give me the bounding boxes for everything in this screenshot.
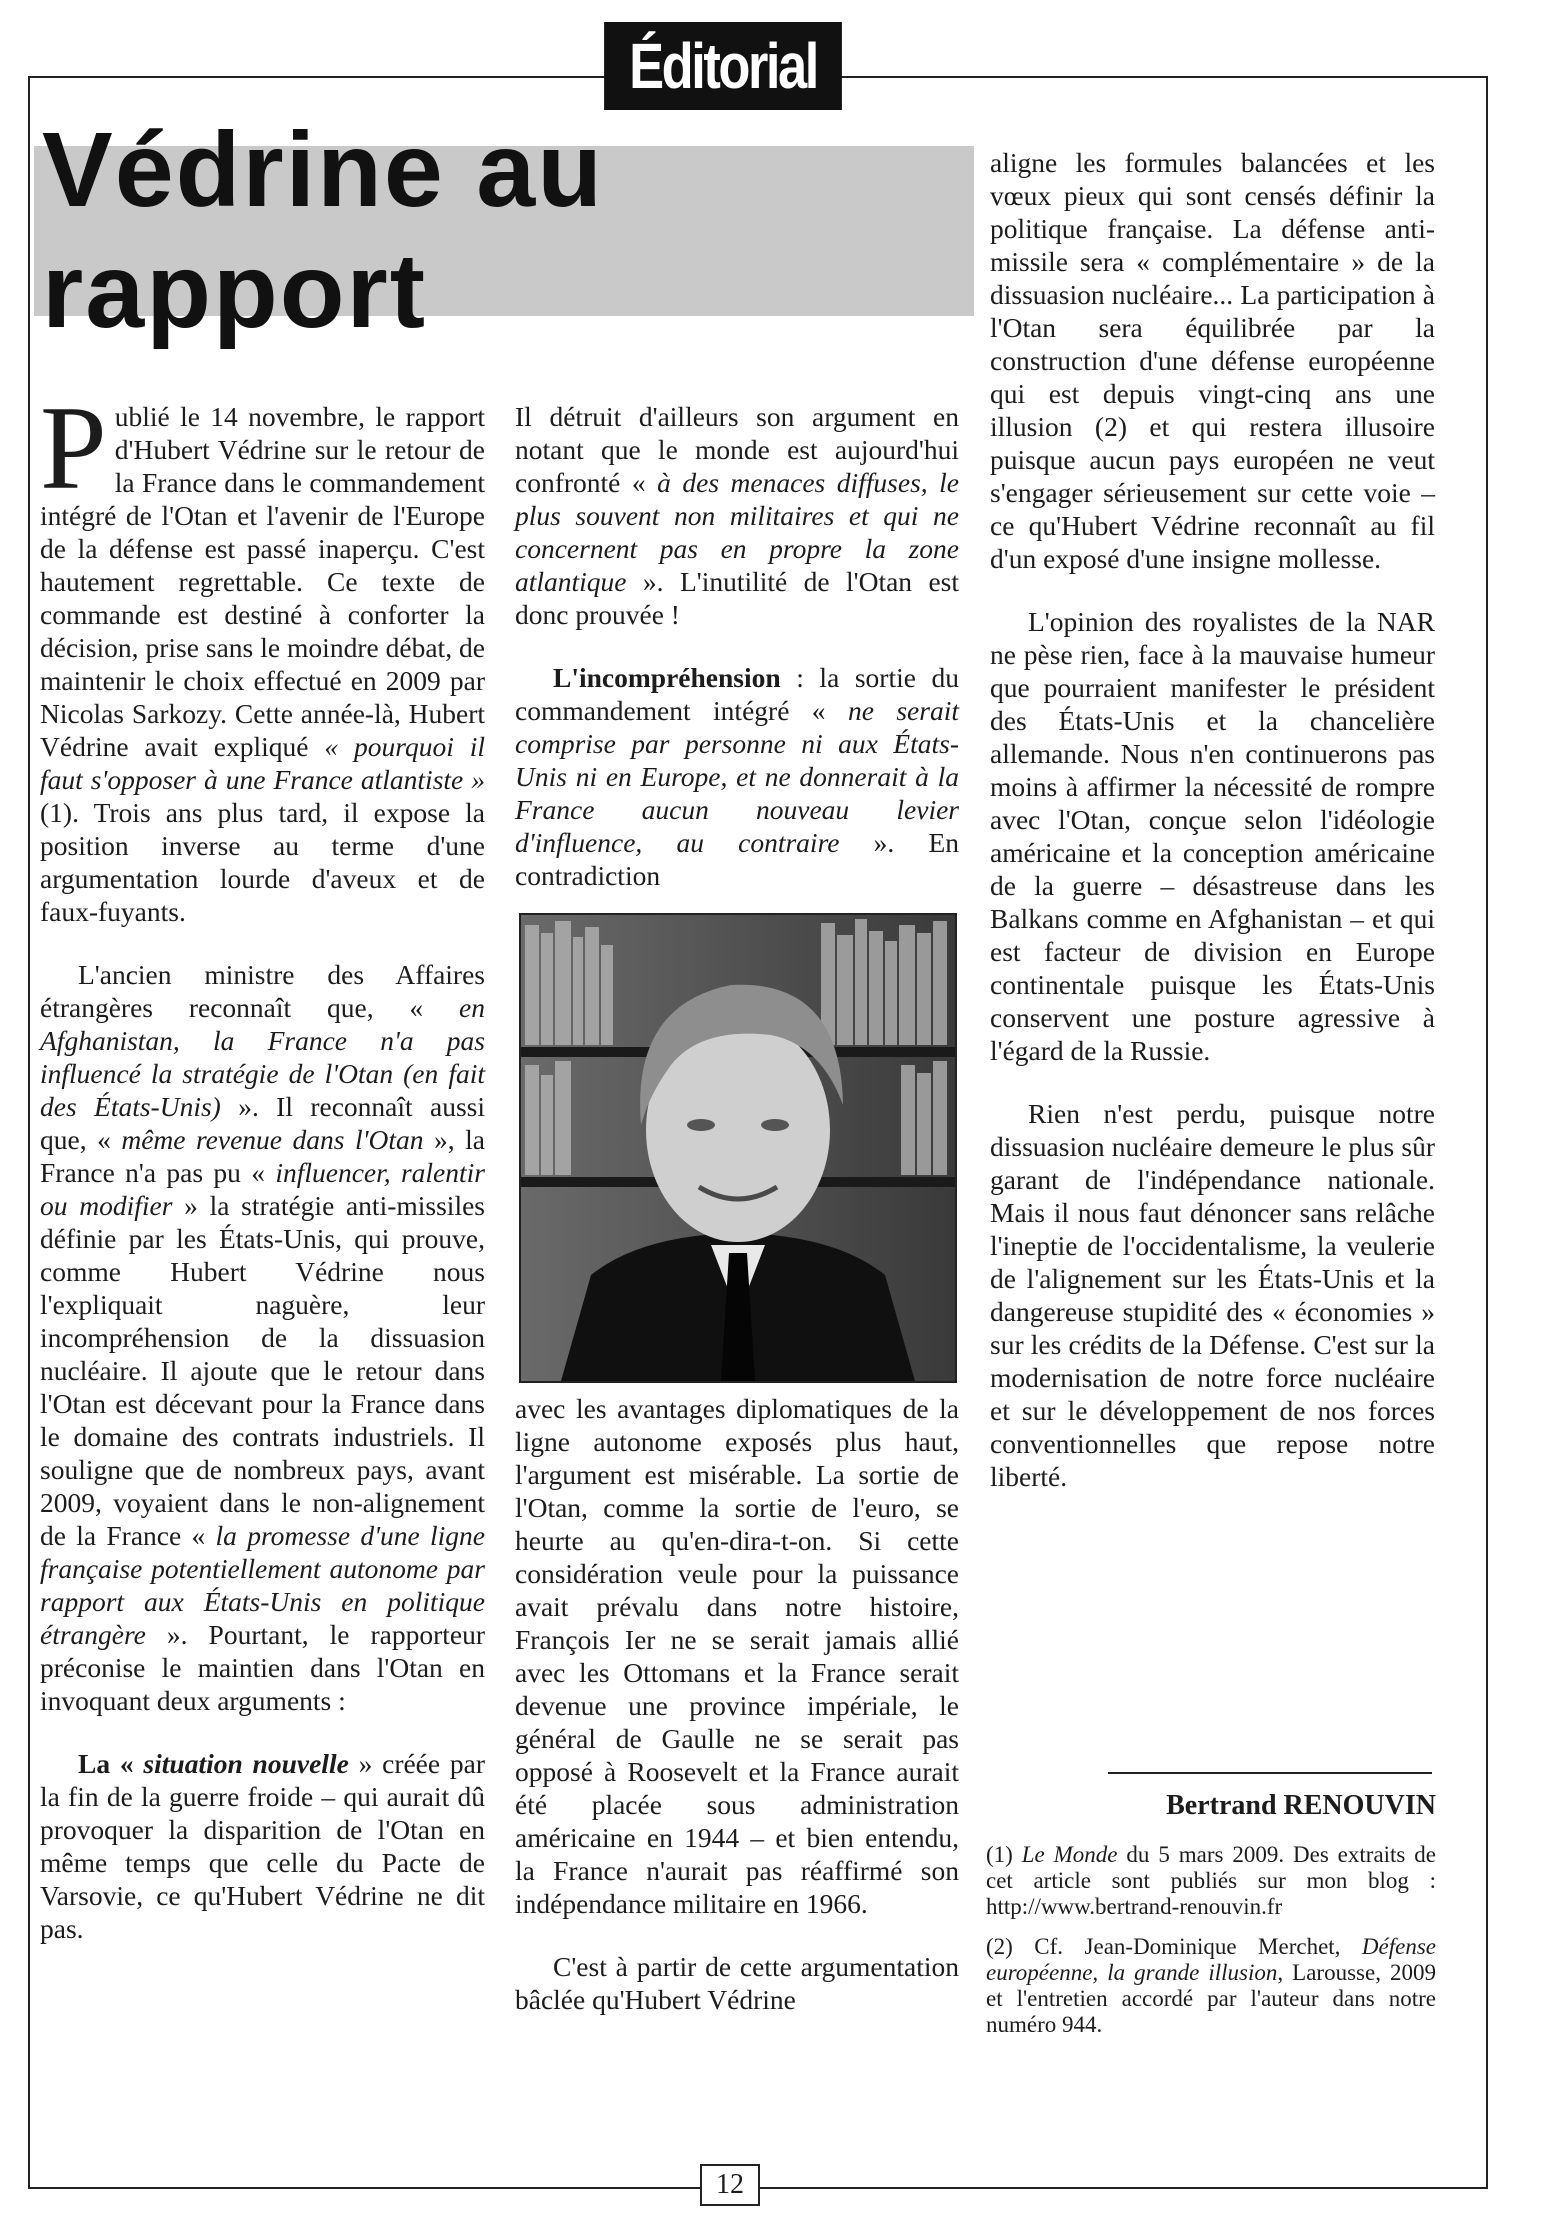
footnote-1 <box>986 1842 1436 1920</box>
text: (2) Cf. Jean-Dominique Merchet, <box>986 1934 1362 1959</box>
text: du 5 mars 2009. Des extraits de cet article sont publiés sur mon blog : http://www.bertrand-renouvin.fr <box>986 1842 1436 1919</box>
text: : la sortie du commandement intégré « <box>515 662 959 726</box>
paragraph <box>40 381 485 928</box>
quote: en Afghanistan, la France n'a pas influencé la stratégie de l'Otan (en fait des États-Unis) <box>40 992 485 1122</box>
author-rule <box>1108 1772 1432 1774</box>
quote: à des menaces diffuses, le plus souvent non militaires et qui ne concernent pas en propre la zone atlantique <box>515 467 960 597</box>
paragraph <box>40 1747 485 1945</box>
text: , Larousse, 2009 et l'entretien accordé par l'auteur dans notre numéro 944. <box>986 1960 1436 2037</box>
paragraph: C'est à partir de cette argumentation bâclée qu'Hubert Védrine <box>515 1951 959 2015</box>
section-label: Éditorial <box>604 22 842 110</box>
footnote-2 <box>986 1934 1436 2038</box>
quote: situation nouvelle <box>143 1748 349 1779</box>
text: ». Il reconnaît aussi que, « <box>40 1091 485 1155</box>
quote: même revenue dans l'Otan <box>121 1124 424 1155</box>
column-3 <box>990 146 1435 1523</box>
author-photo <box>519 913 957 1383</box>
text: ublié le 14 novembre, le rapport d'Hubert Védrine sur le retour de la France dans le commandement intégré de l'Otan et l'avenir de l'Europe de la défense est passé inaperçu. C'est hautement regrettable. Ce texte de commande est destiné à conforter la décision, prise sans le moindre débat, de maintenir le choix effectué en 2009 par Nicolas Sarkozy. Cette année-là, Hubert Védrine avait expliqué <box>40 401 485 762</box>
paragraph <box>40 958 485 1717</box>
text: Il détruit d'ailleurs son argument en notant que le monde est aujourd'hui confronté « <box>515 401 959 498</box>
drop-cap: P <box>40 381 107 514</box>
text: (1) <box>986 1842 1022 1867</box>
page-number: 12 <box>700 2164 760 2206</box>
portrait-image <box>521 915 955 1381</box>
text: L'ancien ministre des Affaires étrangères reconnaît que, « <box>40 959 485 1023</box>
paragraph: Rien n'est perdu, puisque notre dissuasion nucléaire demeure le plus sûr garant de l'indépendance nationale. Mais il nous faut dénoncer sans relâche l'ineptie de l'occidentalisme, la veulerie de l'alignement sur les États-Unis et la dangereuse stupidité des « économies » sur les crédits de la Défense. C'est sur la modernisation de notre force nucléaire et sur le développement de nos forces conventionnelles que repose notre liberté. <box>990 1098 1435 1492</box>
author-name: Bertrand RENOUVIN <box>1166 1790 1436 1821</box>
text: (1). Trois ans plus tard, il expose la position inverse au terme d'une argumentation lourde d'aveux et de faux-fuyants. <box>40 797 485 927</box>
paragraph: aligne les formules balancées et les vœux pieux qui sont censés définir la politique française. La défense anti-missile sera « complémentaire » de la dissuasion nucléaire... La participation à l'Otan sera équilibrée par la construction d'une défense européenne qui est depuis vingt-cinq ans une illusion (2) et qui restera illusoire puisque aucun pays européen ne veut s'engager sérieusement sur cette voie – ce qu'Hubert Védrine reconnaît au fil d'un exposé d'une insigne mollesse. <box>990 147 1435 574</box>
paragraph <box>515 400 959 631</box>
paragraph: L'opinion des royalistes de la NAR ne pèse rien, face à la mauvaise humeur que pourraient manifester le président des États-Unis et la chancelière allemande. Nous n'en continuerons pas moins à affirmer la nécessité de rompre avec l'Otan, conçue selon l'idéologie américaine et la conception américaine de la guerre – désastreuse dans les Balkans comme en Afghanistan – et qui est facteur de division en Europe continentale puisque les États-Unis conservent une posture agressive à l'égard de la Russie. <box>990 606 1435 1066</box>
footnotes <box>986 1842 1436 2052</box>
text: », la France n'a pas pu « <box>40 1124 485 1188</box>
quote: « pourquoi il faut s'opposer à une France atlantiste » <box>40 731 485 795</box>
column-2-bottom <box>515 1392 959 2046</box>
quote: influencer, ralentir ou modifier <box>40 1157 485 1221</box>
quote: ne serait comprise par personne ni aux États-Unis ni en Europe, et ne donnerait à la France aucun nouveau levier d'influence, au contraire <box>515 695 959 858</box>
run-in-heading: L'incompréhension <box>553 662 781 693</box>
text: Le Monde <box>1021 1842 1118 1867</box>
headline-box <box>34 111 974 350</box>
text: ». En contradiction <box>515 827 959 891</box>
headline: Védrine au rapport <box>42 111 604 350</box>
column-1 <box>40 381 485 1975</box>
quote: la promesse d'une ligne française potentiellement autonome par rapport aux États-Unis en politique étrangère <box>40 1520 485 1650</box>
text: » la stratégie anti-missiles définie par les États-Unis, qui prouve, comme Hubert Védrine nous l'expliquait naguère, leur incompréhension de la dissuasion nucléaire. Il ajoute que le retour dans l'Otan est décevant pour la France dans le domaine des contrats industriels. Il souligne que de nombreux pays, avant 2009, voyaient dans le non-alignement de la France « <box>40 1190 485 1551</box>
paragraph <box>515 661 959 892</box>
text: ». L'inutilité de l'Otan est donc prouvée ! <box>515 566 959 630</box>
paragraph: avec les avantages diplomatiques de la ligne autonome exposés plus haut, l'argument est misérable. La sortie de l'Otan, comme la sortie de l'euro, se heurte au qu'en-dira-t-on. Si cette considération veule pour la puissance avait prévalu dans notre histoire, François Ier ne se serait jamais allié avec les Ottomans et la France serait devenue une province impériale, le général de Gaulle ne se serait pas opposé à Roosevelt et la France aurait été placée sous administration américaine en 1944 – et bien entendu, la France n'aurait pas réaffirmé son indépendance militaire en 1966. <box>515 1393 959 1919</box>
text: Défense européenne, la grande illusion <box>986 1934 1436 1985</box>
text: » créée par la fin de la guerre froide – qui aurait dû provoquer la disparition de l'Otan en même temps que celle du Pacte de Varsovie, ce qu'Hubert Védrine ne dit pas. <box>40 1748 485 1944</box>
text: La « <box>78 1748 144 1779</box>
text: ». Pourtant, le rapporteur préconise le maintien dans l'Otan en invoquant deux arguments : <box>40 1619 485 1716</box>
column-2-top <box>515 400 959 922</box>
